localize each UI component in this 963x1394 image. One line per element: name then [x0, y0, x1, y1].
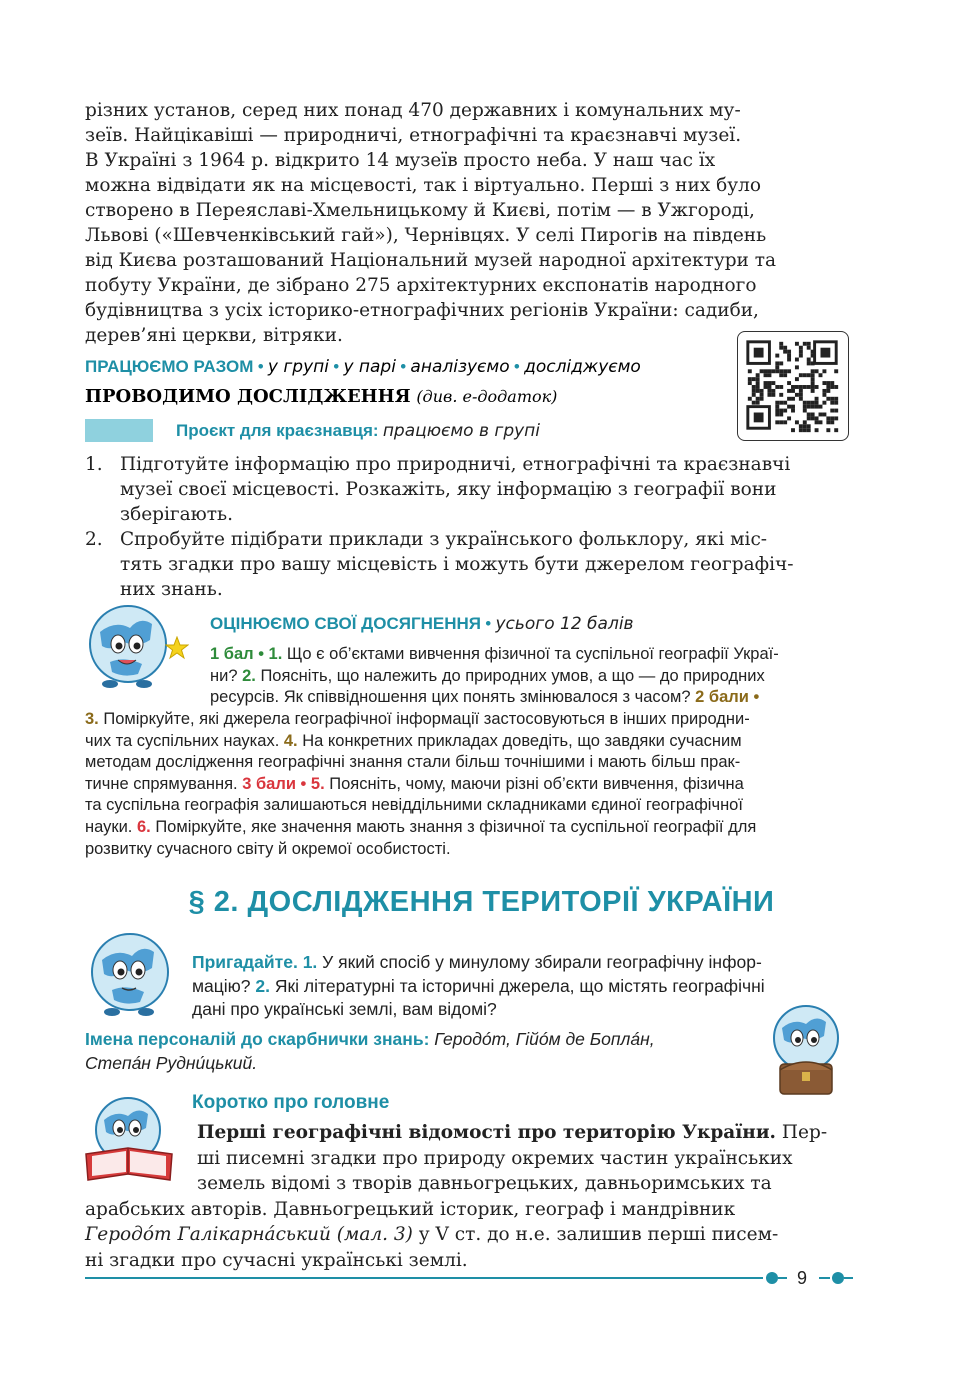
- question-text: ни?: [210, 666, 243, 685]
- working-together-label: ПРАЦЮЄМО РАЗОМ: [85, 357, 254, 376]
- research-title: ПРОВОДИМО ДОСЛІДЖЕННЯ: [85, 386, 411, 407]
- question-text: методам дослідження географічні знання стали більш точнішими і мають більш прак-: [85, 753, 741, 772]
- assessment-line: [210, 666, 851, 688]
- task-line: музеї своєї місцевості. Розкажіть, яку інформацію з географії вони: [120, 479, 777, 500]
- question-text: Поясніть, що належить до природних умов, а що — до природних: [255, 666, 765, 685]
- intro-line: побуту України, де зібрано 275 архітектурних експонатів народного: [85, 275, 757, 296]
- working-together-header: ПРАЦЮЄМО РАЗОМ • у групі • у парі • аналізуємо • досліджуємо: [85, 357, 641, 377]
- summary-line: [85, 1222, 851, 1248]
- summary-line: ші писемні згадки про природу окремих частин українських: [197, 1147, 793, 1169]
- footer-rule: [85, 1277, 763, 1279]
- intro-line: В Україні з 1964 р. відкрито 14 музеїв просто неба. У наш час їх: [85, 150, 716, 171]
- summary-italic: Геродóт Галікарнáський (мал. 3): [85, 1224, 413, 1245]
- question-text: Поясніть, чому, маючи різні об’єкти вивчення, фізична: [324, 774, 744, 793]
- globe-mascot-icon: [82, 930, 182, 1020]
- project-label: Проєкт для краєзнавця:: [176, 421, 379, 440]
- question-number: 2.: [255, 975, 271, 996]
- names-block: [85, 1027, 655, 1075]
- research-heading: [85, 386, 557, 407]
- points-1: 1 бал • 1.: [210, 645, 283, 663]
- mode-analyze: аналізуємо: [410, 357, 510, 377]
- question-number: 4.: [283, 731, 298, 750]
- intro-line: можна відвідати як на місцевості, так і віртуально. Перші з них було: [85, 175, 762, 196]
- section-title: § 2. ДОСЛІДЖЕННЯ ТЕРИТОРІЇ УКРАЇНИ: [188, 886, 775, 918]
- question-text: ресурсів. Як співвідношення цих понять змінювалося з часом?: [210, 688, 696, 707]
- intro-line: від Києва розташований Національний музей народної архітектури та: [85, 250, 777, 271]
- intro-paragraph: [85, 98, 851, 348]
- task-number: 1.: [85, 454, 103, 475]
- summary-text-part: Пер-: [776, 1122, 828, 1143]
- assessment-header: ОЦІНЮЄМО СВОЇ ДОСЯГНЕННЯ • усього 12 балів: [210, 614, 634, 634]
- recall-line: [192, 951, 852, 975]
- project-mode: працюємо в групі: [382, 421, 541, 441]
- assessment-lines-short: [210, 644, 851, 709]
- project-heading: [176, 421, 540, 441]
- mode-research: досліджуємо: [524, 357, 641, 377]
- question-text: Поміркуйте, які джерела географічної інформації застосовуються в інших природни-: [98, 710, 750, 728]
- treasure-chest-icon: [758, 1002, 854, 1102]
- question-text: Що є об’єктами вивчення фізичної та суспільної географії Украї-: [282, 645, 779, 663]
- intro-line: зеїв. Найцікавіші — природничі, етнографічні та краєзнавчі музеї.: [85, 125, 742, 146]
- question-text: На конкретних прикладах доведіть, що завдяки сучасним: [297, 731, 742, 750]
- assessment-line: [85, 731, 851, 753]
- summary-line: ні згадки про сучасні українські землі.: [85, 1249, 468, 1271]
- task-line: Спробуйте підібрати приклади з українського фольклору, які міс-: [120, 529, 768, 550]
- question-text: тичне спрямування.: [85, 774, 243, 793]
- names-list: Геродóт, Гійóм де Боплáн,: [429, 1029, 655, 1049]
- assessment-line: [210, 644, 851, 666]
- recall-line: [192, 998, 852, 1022]
- assessment-line: [210, 687, 851, 709]
- summary-line: [85, 1120, 851, 1146]
- summary-text: [85, 1120, 851, 1273]
- recall-line: [192, 975, 852, 999]
- qr-code-icon[interactable]: [737, 331, 849, 441]
- summary-line: земель відомі з творів давньогрецьких, давньоримських та: [197, 1173, 772, 1194]
- page-number: 9: [797, 1268, 808, 1288]
- points-2: 2 бали •: [695, 688, 760, 707]
- question-number: 2.: [242, 666, 256, 685]
- assessment-line: [85, 817, 851, 839]
- question-text: дані про українські землі, вам відомі?: [192, 999, 497, 1019]
- question-number: 1.: [302, 952, 318, 972]
- question-text: Поміркуйте, яке значення мають знання з фізичної та суспільної географії для: [150, 817, 757, 836]
- names-line: [85, 1027, 655, 1051]
- list-item: [85, 452, 851, 527]
- assessment-line: [85, 774, 851, 796]
- intro-line: будівництва з усіх історико-етнографічних регіонів України: садиби,: [85, 300, 759, 321]
- assessment-line: [85, 752, 851, 774]
- intro-line: дерев’яні церкви, вітряки.: [85, 325, 343, 346]
- question-text: У який спосіб у минулому збирали географічну інфор-: [317, 952, 762, 972]
- assessment-line: [85, 795, 851, 817]
- mode-group: у групі: [267, 357, 329, 377]
- question-number: 3.: [85, 710, 99, 728]
- question-number: 6.: [136, 817, 151, 836]
- task-line: тять згадки про вашу місцевість і можуть бути джерелом географіч-: [120, 554, 794, 575]
- assessment-title: ОЦІНЮЄМО СВОЇ ДОСЯГНЕННЯ: [210, 614, 481, 633]
- question-text: та суспільна географія залишаються невіддільними складниками єдиної географічної: [85, 796, 743, 815]
- names-list: Степáн Рудни́цький.: [85, 1053, 258, 1073]
- task-line: них знань.: [120, 579, 223, 600]
- intro-line: створено в Переяславі-Хмельницькому й Києві, потім — в Ужгороді,: [85, 200, 755, 221]
- list-item: [85, 527, 851, 602]
- names-label: Імена персоналій до скарбнички знань:: [85, 1029, 430, 1049]
- summary-line: арабських авторів. Давньогрецький історик, географ і мандрівник: [85, 1198, 736, 1220]
- points-3: 3 бали • 5.: [242, 774, 325, 793]
- research-note: (див. е-додаток): [416, 387, 558, 406]
- assessment-line: [85, 839, 851, 861]
- footer-left-ornament: [762, 1270, 788, 1286]
- question-text: розвитку сучасного світу й окремої особистості.: [85, 839, 451, 858]
- mode-pair: у парі: [343, 357, 396, 377]
- intro-line: різних установ, серед них понад 470 державних і комунальних му-: [85, 100, 741, 121]
- assessment-line: [85, 709, 851, 731]
- summary-lead: Перші географічні відомості про територію України.: [197, 1122, 777, 1143]
- project-bar: [85, 419, 153, 442]
- question-text: Які літературні та історичні джерела, що містять географічні: [270, 975, 765, 996]
- assessment-total: усього 12 балів: [495, 614, 634, 634]
- task-line: Підготуйте інформацію про природничі, етнографічні та краєзнавчі: [120, 454, 791, 475]
- star-icon: [165, 636, 189, 660]
- question-text: чих та суспільних науках.: [85, 731, 284, 750]
- task-number: 2.: [85, 529, 103, 550]
- intro-line: Львові («Шевченківський гай»), Чернівцях. У селі Пирогів на південь: [85, 225, 767, 246]
- task-line: зберігають.: [120, 504, 233, 525]
- question-text: науки.: [85, 817, 137, 836]
- task-list: [85, 452, 851, 602]
- recall-block: [192, 951, 852, 1022]
- question-text: мацію?: [192, 975, 256, 996]
- footer-right-ornament: [818, 1270, 854, 1286]
- recall-label: Пригадайте.: [192, 952, 298, 972]
- summary-text-part: у V ст. до н.е. залишив перші писем-: [412, 1224, 779, 1245]
- summary-title: Коротко про головне: [192, 1092, 390, 1113]
- assessment-lines-full: [85, 709, 851, 860]
